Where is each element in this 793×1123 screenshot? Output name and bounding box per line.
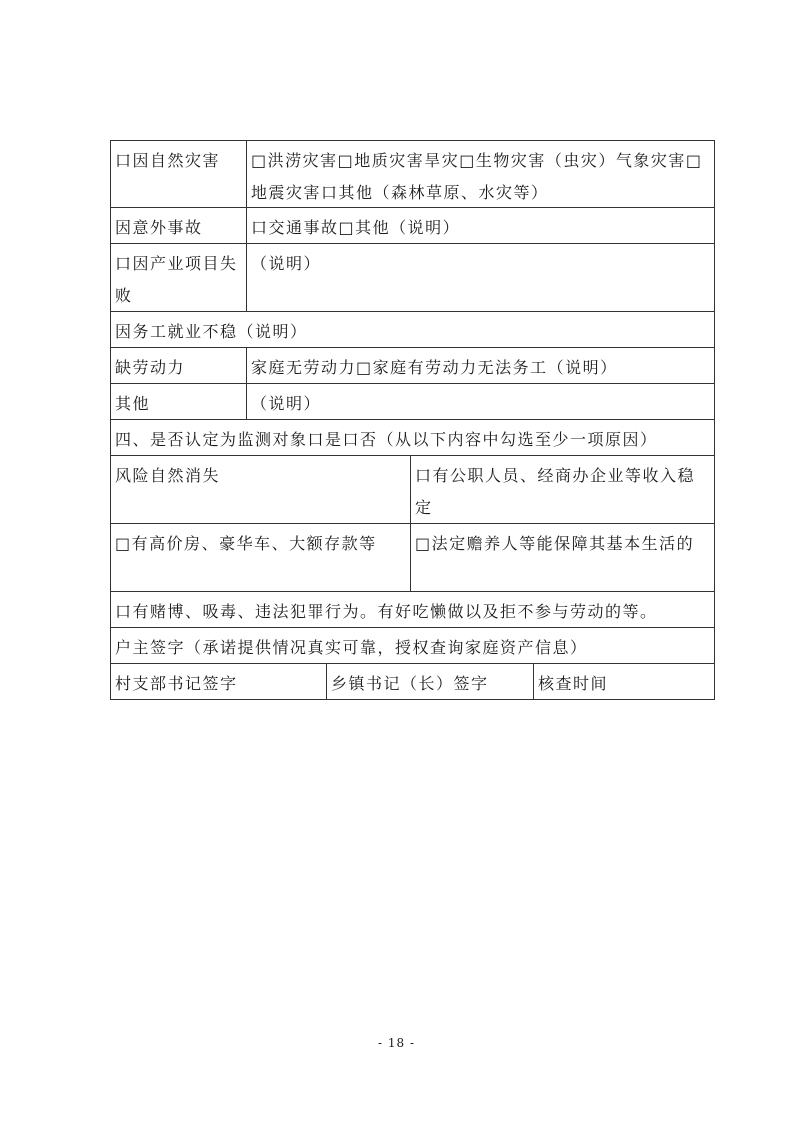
text-employment: 因务工就业不稳（说明） [115,322,308,341]
option-risk-gone: 风险自然消失 [115,466,221,485]
value-labor-shortage: 家庭无劳动力□家庭有劳动力无法务工（说明） [246,348,714,383]
value-natural-disaster: □洪涝灾害□地质灾害旱灾□生物灾害（虫灾）气象灾害□地震灾害口其他（森林草原、水灾等） [246,141,714,207]
label-labor-shortage: 缺劳动力 [115,358,186,377]
value-accident: 口交通事故□其他（说明） [246,208,714,243]
option-misconduct: 口有赌博、吸毒、违法犯罪行为。有好吃懒做以及拒不参与劳动的等。 [115,602,658,621]
row-misconduct [110,592,715,628]
option-legal-supporter: □法定赡养人等能保障其基本生活的 [410,524,714,591]
village-secretary-signature-label: 村支部书记签字 [115,674,238,693]
label-accident: 因意外事故 [115,218,203,237]
row-accident [110,208,715,244]
verification-time-label: 核查时间 [533,664,714,699]
row-labor-shortage [110,348,715,384]
row-householder [110,628,715,664]
section-four-heading: 四、是否认定为监测对象口是口否（从以下内容中勾选至少一项原因） [115,430,658,449]
householder-signature-label: 户主签字（承诺提供情况真实可靠，授权查询家庭资产信息） [115,638,588,657]
row-industry-failure [110,244,715,312]
label-other: 其他 [115,394,151,413]
poverty-monitoring-form [110,140,715,700]
row-other [110,384,715,420]
value-industry-failure: （说明） [246,244,714,311]
township-secretary-signature-label: 乡镇书记（长）签字 [326,664,533,699]
row-section-four [110,420,715,456]
page-number: - 18 - [377,1036,415,1050]
row-assets [110,524,715,592]
row-signatures [110,664,715,700]
value-other: （说明） [246,384,714,419]
option-stable-income: 口有公职人员、经商办企业等收入稳定 [410,456,714,523]
row-employment [110,312,715,348]
label-industry-failure: 口因产业项目失败 [115,254,238,305]
row-risk-gone [110,456,715,524]
label-natural-disaster: 口因自然灾害 [115,151,221,170]
row-natural-disaster [110,140,715,208]
option-high-assets: □有高价房、豪华车、大额存款等 [115,534,377,553]
